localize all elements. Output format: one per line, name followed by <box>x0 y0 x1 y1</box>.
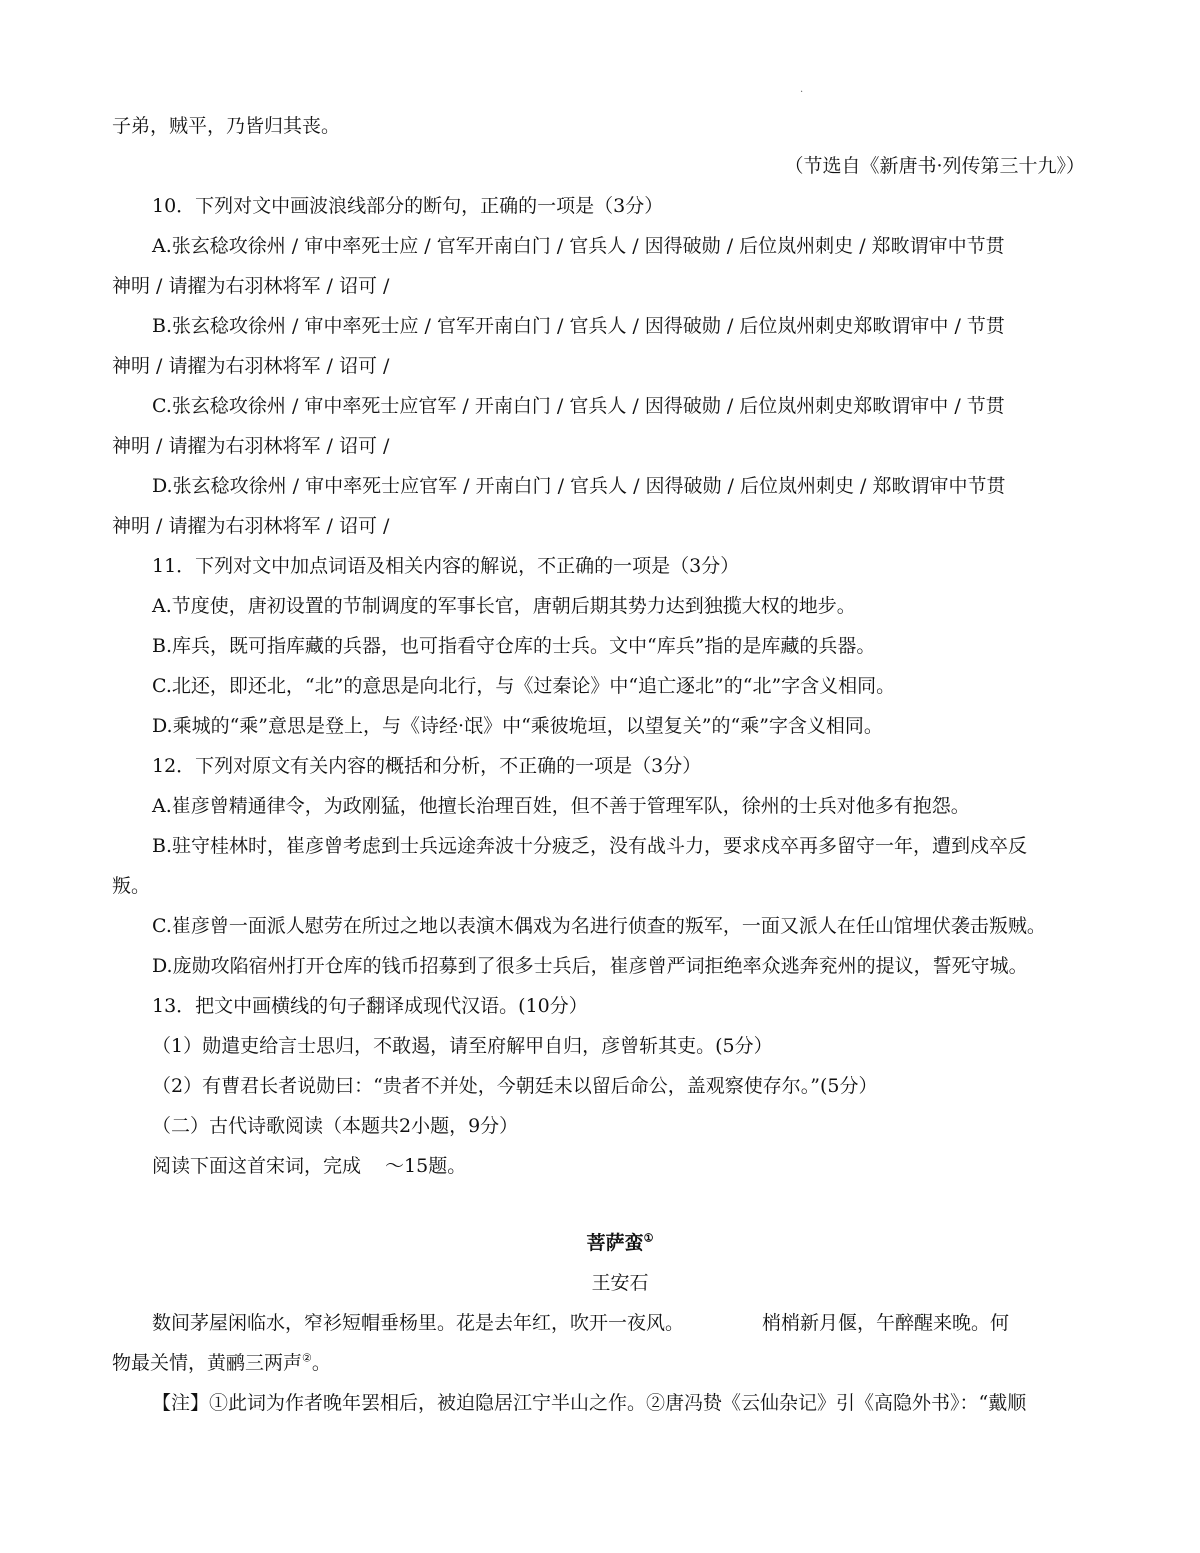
q10-option-c-line2: 神明 / 请擢为右羽林将军 / 诏可 / <box>112 435 390 457</box>
poem-line-2 <box>112 1350 1092 1376</box>
q10-option-a-line2: 神明 / 请擢为右羽林将军 / 诏可 / <box>112 275 390 297</box>
q12-option-a: A.崔彦曾精通律令，为政刚猛，他擅长治理百姓，但不善于管理军队，徐州的士兵对他多有抱怨。 <box>152 795 970 817</box>
q10-option-d-line2: 神明 / 请擢为右羽林将军 / 诏可 / <box>112 515 390 537</box>
q13-sentence-1: （1）勋遣吏给言士思归，不敢遏，请至府解甲自归，彦曾斩其吏。(5分） <box>152 1035 773 1057</box>
poem-title-text: 菩萨蛮 <box>586 1232 644 1254</box>
poem-author: 王安石 <box>591 1272 649 1294</box>
q12-option-b-line1: B.驻守桂林时，崔彦曾考虑到士兵远途奔波十分疲乏，没有战斗力，要求戍卒再多留守一年，遭到戍卒反 <box>152 835 1028 857</box>
q11-option-a: A.节度使，唐初设置的节制调度的军事长官，唐朝后期其势力达到独揽大权的地步。 <box>152 595 856 617</box>
q10-option-c-line1: C.张玄稔攻徐州 / 审中率死士应官军 / 开南白门 / 官兵人 / 因得破勋 / 后位岚州刺史郑畋谓审中 / 节贯 <box>152 395 1005 417</box>
q10-stem: 10．下列对文中画波浪线部分的断句，正确的一项是（3分） <box>152 195 664 217</box>
q11-option-c: C.北还，即还北，“北”的意思是向北行，与《过秦论》中“追亡逐北”的“北”字含义相同。 <box>152 675 896 697</box>
poem-line-1 <box>152 1310 1132 1336</box>
footnote-marker: ① <box>643 1231 654 1245</box>
q10-option-b-line1: B.张玄稔攻徐州 / 审中率死士应 / 官军开南白门 / 官兵人 / 因得破勋 / 后位岚州刺史郑畋谓审中 / 节贯 <box>152 315 1005 337</box>
q11-stem: 11．下列对文中加点词语及相关内容的解说，不正确的一项是（3分） <box>152 555 740 577</box>
q13-stem: 13．把文中画横线的句子翻译成现代汉语。(10分） <box>152 995 588 1017</box>
footnote-marker: ② <box>302 1351 312 1365</box>
instruction-text-end: ～15题。 <box>385 1155 467 1177</box>
passage-source: （节选自《新唐书·列传第三十九》） <box>784 155 1085 177</box>
poem-line-2-text: 物最关情，黄鹂三两声 <box>112 1352 303 1374</box>
poem-note: 【注】①此词为作者晚年罢相后，被迫隐居江宁半山之作。②唐冯贽《云仙杂记》引《高隐外书》：“戴顺 <box>152 1392 1027 1414</box>
q11-option-b: B.库兵，既可指库藏的兵器，也可指看守仓库的士兵。文中“库兵”指的是库藏的兵器。 <box>152 635 876 657</box>
passage-end: 子弟，贼平，乃皆归其丧。 <box>112 115 341 137</box>
q12-option-b-line2: 叛。 <box>112 875 151 897</box>
q12-option-c: C.崔彦曾一面派人慰劳在所过之地以表演木偶戏为名进行侦查的叛军，一面又派人在任山馆埋伏袭击叛贼。 <box>152 915 1046 937</box>
poem-title <box>0 1230 1200 1256</box>
q11-option-d: D.乘城的“乘”意思是登上，与《诗经·氓》中“乘彼垝垣，以望复关”的“乘”字含义相同。 <box>152 715 883 737</box>
q12-stem: 12．下列对原文有关内容的概括和分析，不正确的一项是（3分） <box>152 755 702 777</box>
reading-instruction <box>152 1153 1132 1179</box>
page-mark: . <box>800 84 804 95</box>
poem-lower-stanza: 梢梢新月偃，午醉醒来晚。何 <box>762 1312 1010 1334</box>
section-heading: （二）古代诗歌阅读（本题共2小题，9分） <box>152 1115 519 1137</box>
q10-option-b-line2: 神明 / 请擢为右羽林将军 / 诏可 / <box>112 355 390 377</box>
poem-line-2-end: 。 <box>311 1352 331 1374</box>
q13-sentence-2: （2）有曹君长者说勋曰：“贵者不并处，今朝廷未以留后命公，盖观察使存尔。”(5分） <box>152 1075 878 1097</box>
q12-option-d: D.庞勋攻陷宿州打开仓库的钱币招募到了很多士兵后，崔彦曾严词拒绝率众逃奔兖州的提议，誓死守城。 <box>152 955 1028 977</box>
instruction-text: 阅读下面这首宋词，完成 <box>152 1155 362 1177</box>
poem-upper-stanza: 数间茅屋闲临水，窄衫短帽垂杨里。花是去年红，吹开一夜风。 <box>152 1312 685 1334</box>
q10-option-a-line1: A.张玄稔攻徐州 / 审中率死士应 / 官军开南白门 / 官兵人 / 因得破勋 / 后位岚州刺史 / 郑畋谓审中节贯 <box>152 235 1005 257</box>
q10-option-d-line1: D.张玄稔攻徐州 / 审中率死士应官军 / 开南白门 / 官兵人 / 因得破勋 / 后位岚州刺史 / 郑畋谓审中节贯 <box>152 475 1006 497</box>
